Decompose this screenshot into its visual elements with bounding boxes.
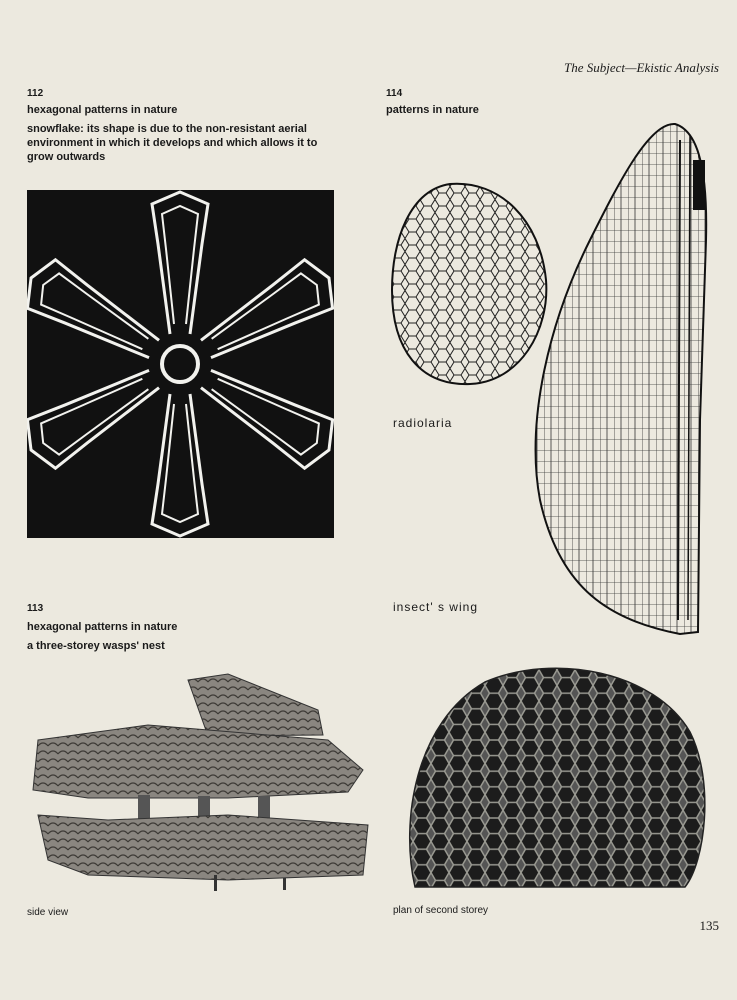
radiolaria-image: [390, 180, 550, 386]
fig-113-title: hexagonal patterns in nature: [27, 621, 178, 633]
fig-114-title: patterns in nature: [386, 104, 479, 116]
wasps-nest-side-view-image: [28, 670, 373, 896]
page-number: 135: [699, 918, 719, 933]
fig-113-number: 113: [27, 603, 44, 614]
snowflake-image: [27, 190, 334, 538]
fig-114-number: 114: [386, 88, 403, 99]
side-view-label: side view: [27, 907, 69, 918]
fig-112-title: hexagonal patterns in nature: [27, 104, 178, 116]
fig-113-caption: a three-storey wasps' nest: [27, 640, 165, 652]
radiolaria-label: radiolaria: [393, 416, 453, 430]
insect-wing-label: insect' s wing: [393, 600, 478, 614]
running-title: The Subject—Ekistic Analysis: [563, 60, 719, 75]
wasps-nest-plan-image: [395, 662, 710, 892]
insect-wing-image: [530, 120, 715, 638]
plan-label: plan of second storey: [393, 905, 489, 916]
fig-112-caption: snowflake: its shape is due to the non-resistant aerial environment in which it develops and which allows it to grow outwards: [27, 123, 318, 163]
fig-112-number: 112: [27, 88, 44, 99]
